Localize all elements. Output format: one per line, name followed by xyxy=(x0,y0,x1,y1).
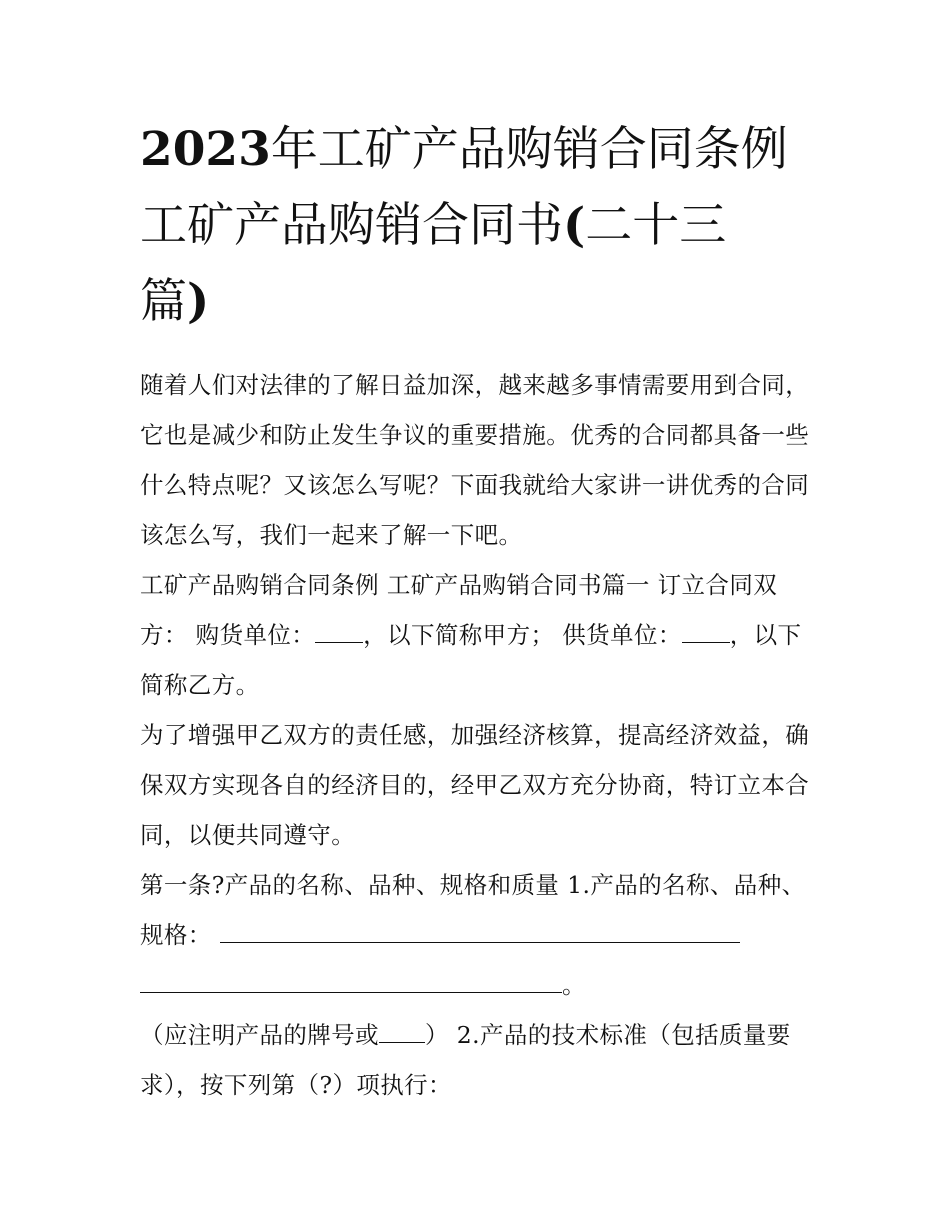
product-spec-blank-1 xyxy=(220,920,740,943)
standard-text-1: （应注明产品的牌号或 xyxy=(140,1021,379,1049)
title-close-paren: ) xyxy=(187,274,210,329)
parties-paragraph xyxy=(140,560,820,710)
article-one-end: 。 xyxy=(562,971,586,999)
article-one-text: 第一条?产品的名称、品种、规格和质量 1.产品的名称、品种、规格： xyxy=(140,871,806,949)
title-line1: 年工矿产品购销合同条例 xyxy=(270,122,788,177)
brand-blank xyxy=(379,1020,425,1043)
document-title xyxy=(140,112,820,340)
title-line2-tail: 二十三 xyxy=(585,198,727,253)
title-year: 2023 xyxy=(140,122,271,177)
title-line3: 篇 xyxy=(140,274,187,329)
product-spec-blank-2 xyxy=(140,970,562,993)
intro-paragraph: 随着人们对法律的了解日益加深，越来越多事情需要用到合同，它也是减少和防止发生争议的重要措施。优秀的合同都具备一些什么特点呢？又该怎么写呢？下面我就给大家讲一讲优秀的合同该怎么写，我们一起来了解一下吧。 xyxy=(140,371,810,549)
title-open-paren: ( xyxy=(563,198,586,253)
article-one-paragraph xyxy=(140,860,820,1010)
parties-text-1: 工矿产品购销合同条例 工矿产品购销合同书篇一 订立合同双方： 购货单位： xyxy=(140,571,778,649)
document-page xyxy=(140,112,820,1110)
buyer-blank xyxy=(315,620,363,643)
parties-text-3: ，以下简称乙方。 xyxy=(140,621,802,699)
standard-paragraph xyxy=(140,1010,820,1110)
supplier-blank xyxy=(682,620,730,643)
standard-text-2: ） 2.产品的技术标准（包括质量要求），按下列第（?）项执行： xyxy=(140,1021,791,1099)
parties-text-2: ，以下简称甲方； 供货单位： xyxy=(363,621,682,649)
title-line2: 工矿产品购销合同书 xyxy=(140,198,563,253)
purpose-paragraph: 为了增强甲乙双方的责任感，加强经济核算，提高经济效益，确保双方实现各自的经济目的，经甲乙双方充分协商，特订立本合同，以便共同遵守。 xyxy=(140,721,810,849)
